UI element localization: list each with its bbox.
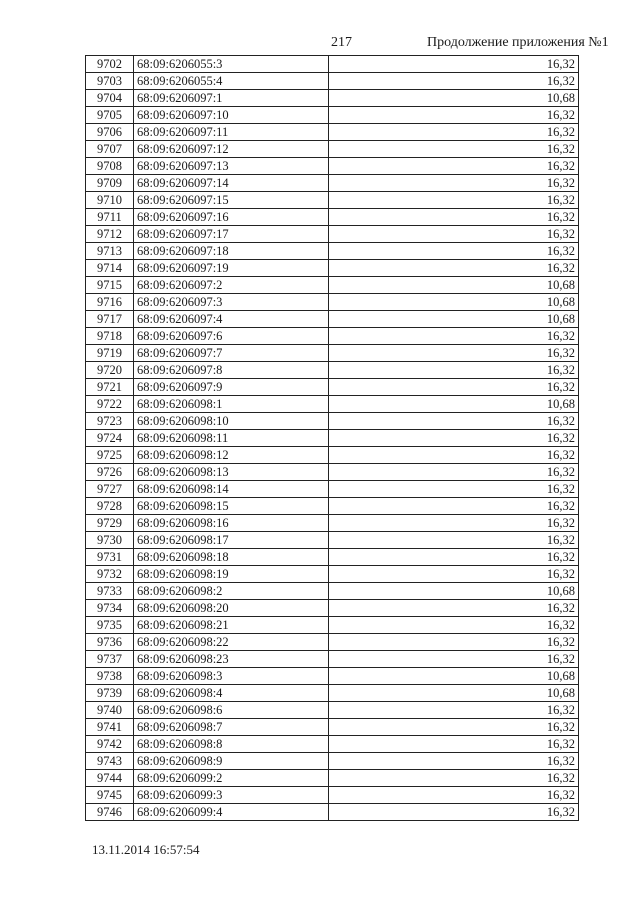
table-row xyxy=(86,328,579,345)
row-number-cell: 9724 xyxy=(86,430,134,447)
cadastral-number-cell: 68:09:6206097:18 xyxy=(134,243,329,260)
row-number-cell: 9713 xyxy=(86,243,134,260)
cadastral-number-cell: 68:09:6206055:3 xyxy=(134,56,329,73)
value-cell: 16,32 xyxy=(329,651,579,668)
row-number-cell: 9715 xyxy=(86,277,134,294)
cadastral-number-cell: 68:09:6206097:10 xyxy=(134,107,329,124)
value-cell: 16,32 xyxy=(329,124,579,141)
row-number-cell: 9745 xyxy=(86,787,134,804)
cadastral-number-cell: 68:09:6206098:7 xyxy=(134,719,329,736)
cadastral-number-cell: 68:09:6206097:6 xyxy=(134,328,329,345)
table-row xyxy=(86,107,579,124)
table-row xyxy=(86,804,579,821)
value-cell: 16,32 xyxy=(329,753,579,770)
registry-table-body xyxy=(86,56,579,821)
row-number-cell: 9741 xyxy=(86,719,134,736)
cadastral-number-cell: 68:09:6206098:20 xyxy=(134,600,329,617)
table-row xyxy=(86,90,579,107)
row-number-cell: 9702 xyxy=(86,56,134,73)
table-row xyxy=(86,447,579,464)
cadastral-number-cell: 68:09:6206098:1 xyxy=(134,396,329,413)
table-row xyxy=(86,736,579,753)
value-cell: 16,32 xyxy=(329,736,579,753)
row-number-cell: 9727 xyxy=(86,481,134,498)
row-number-cell: 9714 xyxy=(86,260,134,277)
row-number-cell: 9723 xyxy=(86,413,134,430)
cadastral-number-cell: 68:09:6206098:10 xyxy=(134,413,329,430)
cadastral-number-cell: 68:09:6206097:7 xyxy=(134,345,329,362)
row-number-cell: 9704 xyxy=(86,90,134,107)
table-row xyxy=(86,311,579,328)
value-cell: 16,32 xyxy=(329,719,579,736)
cadastral-number-cell: 68:09:6206098:16 xyxy=(134,515,329,532)
table-row xyxy=(86,481,579,498)
table-row xyxy=(86,617,579,634)
value-cell: 16,32 xyxy=(329,260,579,277)
value-cell: 16,32 xyxy=(329,107,579,124)
value-cell: 16,32 xyxy=(329,549,579,566)
row-number-cell: 9744 xyxy=(86,770,134,787)
table-row xyxy=(86,277,579,294)
value-cell: 16,32 xyxy=(329,328,579,345)
cadastral-number-cell: 68:09:6206098:18 xyxy=(134,549,329,566)
value-cell: 16,32 xyxy=(329,804,579,821)
cadastral-number-cell: 68:09:6206098:6 xyxy=(134,702,329,719)
row-number-cell: 9738 xyxy=(86,668,134,685)
row-number-cell: 9728 xyxy=(86,498,134,515)
row-number-cell: 9729 xyxy=(86,515,134,532)
footer-timestamp: 13.11.2014 16:57:54 xyxy=(92,842,200,857)
table-row xyxy=(86,583,579,600)
row-number-cell: 9737 xyxy=(86,651,134,668)
page-header-title: Продолжение приложения №1 xyxy=(427,35,609,50)
value-cell: 16,32 xyxy=(329,175,579,192)
table-row xyxy=(86,600,579,617)
row-number-cell: 9719 xyxy=(86,345,134,362)
value-cell: 16,32 xyxy=(329,464,579,481)
value-cell: 16,32 xyxy=(329,73,579,90)
cadastral-number-cell: 68:09:6206097:8 xyxy=(134,362,329,379)
value-cell: 16,32 xyxy=(329,600,579,617)
table-row xyxy=(86,124,579,141)
value-cell: 16,32 xyxy=(329,532,579,549)
value-cell: 10,68 xyxy=(329,685,579,702)
table-row xyxy=(86,362,579,379)
table-row xyxy=(86,753,579,770)
value-cell: 16,32 xyxy=(329,481,579,498)
cadastral-number-cell: 68:09:6206097:12 xyxy=(134,141,329,158)
row-number-cell: 9735 xyxy=(86,617,134,634)
cadastral-number-cell: 68:09:6206098:19 xyxy=(134,566,329,583)
cadastral-number-cell: 68:09:6206098:11 xyxy=(134,430,329,447)
cadastral-number-cell: 68:09:6206097:4 xyxy=(134,311,329,328)
value-cell: 10,68 xyxy=(329,583,579,600)
value-cell: 16,32 xyxy=(329,566,579,583)
row-number-cell: 9709 xyxy=(86,175,134,192)
table-row xyxy=(86,464,579,481)
table-row xyxy=(86,243,579,260)
row-number-cell: 9720 xyxy=(86,362,134,379)
table-row xyxy=(86,175,579,192)
cadastral-number-cell: 68:09:6206099:4 xyxy=(134,804,329,821)
row-number-cell: 9742 xyxy=(86,736,134,753)
row-number-cell: 9706 xyxy=(86,124,134,141)
table-row xyxy=(86,73,579,90)
value-cell: 16,32 xyxy=(329,787,579,804)
cadastral-number-cell: 68:09:6206097:13 xyxy=(134,158,329,175)
cadastral-number-cell: 68:09:6206097:3 xyxy=(134,294,329,311)
cadastral-number-cell: 68:09:6206098:13 xyxy=(134,464,329,481)
table-row xyxy=(86,702,579,719)
table-row xyxy=(86,566,579,583)
value-cell: 16,32 xyxy=(329,192,579,209)
cadastral-number-cell: 68:09:6206098:3 xyxy=(134,668,329,685)
value-cell: 16,32 xyxy=(329,430,579,447)
table-row xyxy=(86,719,579,736)
row-number-cell: 9733 xyxy=(86,583,134,600)
value-cell: 16,32 xyxy=(329,498,579,515)
value-cell: 16,32 xyxy=(329,345,579,362)
value-cell: 10,68 xyxy=(329,311,579,328)
cadastral-number-cell: 68:09:6206098:2 xyxy=(134,583,329,600)
cadastral-number-cell: 68:09:6206098:9 xyxy=(134,753,329,770)
table-row xyxy=(86,532,579,549)
cadastral-number-cell: 68:09:6206097:19 xyxy=(134,260,329,277)
cadastral-number-cell: 68:09:6206098:14 xyxy=(134,481,329,498)
table-row xyxy=(86,158,579,175)
cadastral-number-cell: 68:09:6206098:22 xyxy=(134,634,329,651)
table-row xyxy=(86,192,579,209)
value-cell: 10,68 xyxy=(329,294,579,311)
row-number-cell: 9734 xyxy=(86,600,134,617)
row-number-cell: 9707 xyxy=(86,141,134,158)
value-cell: 10,68 xyxy=(329,396,579,413)
value-cell: 16,32 xyxy=(329,634,579,651)
table-row xyxy=(86,209,579,226)
table-row xyxy=(86,413,579,430)
value-cell: 16,32 xyxy=(329,362,579,379)
cadastral-number-cell: 68:09:6206099:3 xyxy=(134,787,329,804)
row-number-cell: 9703 xyxy=(86,73,134,90)
table-row xyxy=(86,379,579,396)
value-cell: 16,32 xyxy=(329,617,579,634)
row-number-cell: 9712 xyxy=(86,226,134,243)
cadastral-number-cell: 68:09:6206097:2 xyxy=(134,277,329,294)
table-row xyxy=(86,430,579,447)
table-row xyxy=(86,294,579,311)
value-cell: 10,68 xyxy=(329,90,579,107)
value-cell: 16,32 xyxy=(329,413,579,430)
value-cell: 16,32 xyxy=(329,226,579,243)
table-row xyxy=(86,515,579,532)
value-cell: 10,68 xyxy=(329,277,579,294)
table-row xyxy=(86,345,579,362)
table-row xyxy=(86,396,579,413)
row-number-cell: 9740 xyxy=(86,702,134,719)
table-row xyxy=(86,56,579,73)
row-number-cell: 9711 xyxy=(86,209,134,226)
row-number-cell: 9718 xyxy=(86,328,134,345)
cadastral-number-cell: 68:09:6206097:1 xyxy=(134,90,329,107)
row-number-cell: 9730 xyxy=(86,532,134,549)
table-row xyxy=(86,141,579,158)
row-number-cell: 9746 xyxy=(86,804,134,821)
cadastral-number-cell: 68:09:6206097:9 xyxy=(134,379,329,396)
row-number-cell: 9743 xyxy=(86,753,134,770)
table-row xyxy=(86,685,579,702)
row-number-cell: 9722 xyxy=(86,396,134,413)
value-cell: 16,32 xyxy=(329,56,579,73)
row-number-cell: 9705 xyxy=(86,107,134,124)
cadastral-number-cell: 68:09:6206097:16 xyxy=(134,209,329,226)
value-cell: 10,68 xyxy=(329,668,579,685)
row-number-cell: 9721 xyxy=(86,379,134,396)
table-row xyxy=(86,787,579,804)
table-row xyxy=(86,668,579,685)
row-number-cell: 9708 xyxy=(86,158,134,175)
row-number-cell: 9710 xyxy=(86,192,134,209)
cadastral-number-cell: 68:09:6206098:23 xyxy=(134,651,329,668)
page-number: 217 xyxy=(331,35,352,50)
cadastral-number-cell: 68:09:6206098:17 xyxy=(134,532,329,549)
value-cell: 16,32 xyxy=(329,515,579,532)
row-number-cell: 9731 xyxy=(86,549,134,566)
row-number-cell: 9732 xyxy=(86,566,134,583)
cadastral-number-cell: 68:09:6206097:14 xyxy=(134,175,329,192)
cadastral-number-cell: 68:09:6206097:15 xyxy=(134,192,329,209)
cadastral-number-cell: 68:09:6206098:12 xyxy=(134,447,329,464)
table-row xyxy=(86,498,579,515)
value-cell: 16,32 xyxy=(329,447,579,464)
cadastral-number-cell: 68:09:6206098:21 xyxy=(134,617,329,634)
value-cell: 16,32 xyxy=(329,158,579,175)
value-cell: 16,32 xyxy=(329,141,579,158)
value-cell: 16,32 xyxy=(329,243,579,260)
row-number-cell: 9739 xyxy=(86,685,134,702)
cadastral-number-cell: 68:09:6206098:15 xyxy=(134,498,329,515)
row-number-cell: 9736 xyxy=(86,634,134,651)
cadastral-number-cell: 68:09:6206097:11 xyxy=(134,124,329,141)
table-row xyxy=(86,634,579,651)
cadastral-number-cell: 68:09:6206098:4 xyxy=(134,685,329,702)
table-row xyxy=(86,651,579,668)
value-cell: 16,32 xyxy=(329,702,579,719)
value-cell: 16,32 xyxy=(329,209,579,226)
value-cell: 16,32 xyxy=(329,770,579,787)
registry-table xyxy=(85,55,579,821)
cadastral-number-cell: 68:09:6206055:4 xyxy=(134,73,329,90)
cadastral-number-cell: 68:09:6206098:8 xyxy=(134,736,329,753)
table-row xyxy=(86,260,579,277)
row-number-cell: 9726 xyxy=(86,464,134,481)
cadastral-number-cell: 68:09:6206097:17 xyxy=(134,226,329,243)
row-number-cell: 9716 xyxy=(86,294,134,311)
table-row xyxy=(86,226,579,243)
row-number-cell: 9725 xyxy=(86,447,134,464)
table-row xyxy=(86,770,579,787)
cadastral-number-cell: 68:09:6206099:2 xyxy=(134,770,329,787)
value-cell: 16,32 xyxy=(329,379,579,396)
table-row xyxy=(86,549,579,566)
row-number-cell: 9717 xyxy=(86,311,134,328)
